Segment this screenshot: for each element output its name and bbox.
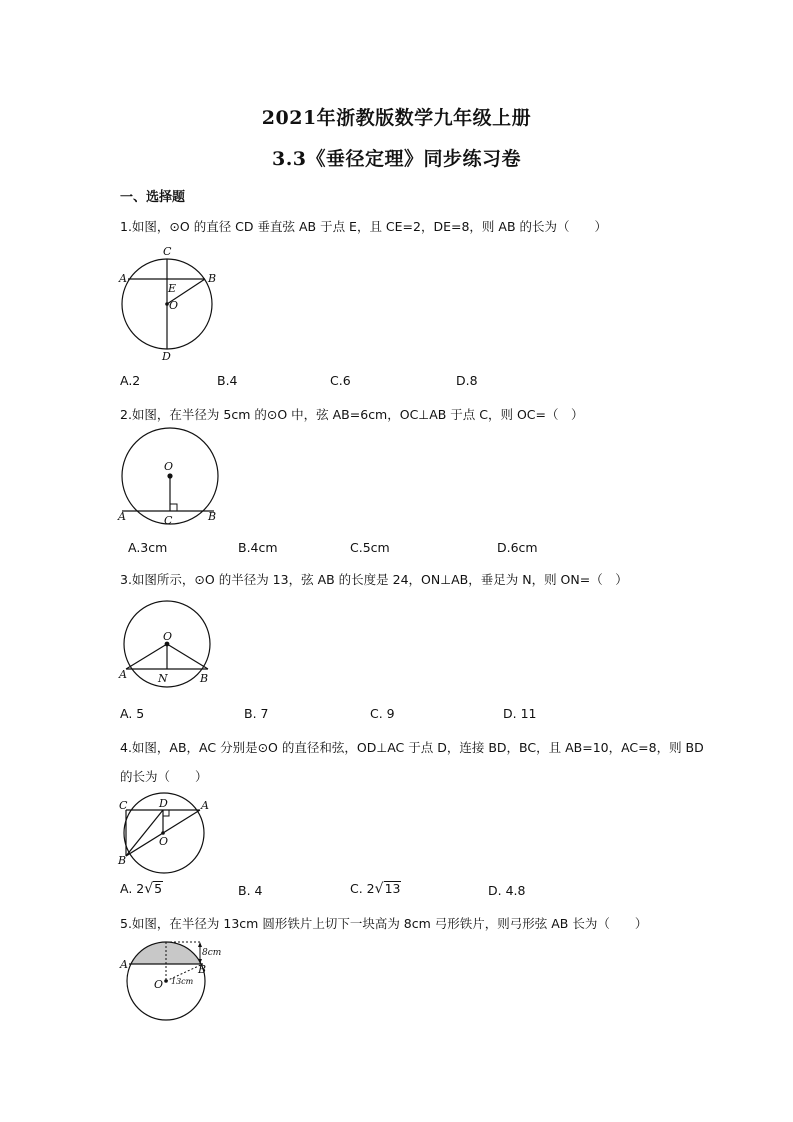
label-b: B xyxy=(118,854,127,867)
label-o: O xyxy=(169,299,179,312)
label-a: A xyxy=(119,272,127,285)
label-a: A xyxy=(120,958,128,971)
q2-option-b[interactable]: B.4cm xyxy=(238,540,278,555)
right-angle-mark xyxy=(163,810,169,816)
question-1-text: 1.如图，⊙O 的直径 CD 垂直弦 AB 于点 E，且 CE=2，DE=8，则 AB 的长为（ ） xyxy=(120,219,608,234)
q4-option-c-radicand: 13 xyxy=(384,881,401,897)
page-subtitle: 3.3《垂径定理》同步练习卷 xyxy=(271,148,522,170)
question-4-text-line1: 4.如图，AB，AC 分别是⊙O 的直径和弦，OD⊥AC 于点 D，连接 BD，BC，且 AB=10，AC=8，则 BD xyxy=(120,740,704,755)
q4-option-c[interactable] xyxy=(350,881,401,896)
question-5-text: 5.如图，在半径为 13cm 圆形铁片上切下一块高为 8cm 弓形铁片，则弓形弦 AB 长为（ ） xyxy=(120,916,648,931)
q3-option-a[interactable]: A. 5 xyxy=(120,706,145,721)
label-d: D xyxy=(162,350,171,363)
question-1-figure xyxy=(118,242,228,364)
q4-option-a-prefix: A. 2 xyxy=(120,881,145,896)
q4-option-c-prefix: C. 2 xyxy=(350,881,375,896)
sqrt-symbol: √ 13 xyxy=(374,881,401,897)
question-2-text: 2.如图，在半径为 5cm 的⊙O 中，弦 AB=6cm，OC⊥AB 于点 C，则 OC=（ ） xyxy=(120,407,584,422)
q1-option-b[interactable]: B.4 xyxy=(217,373,238,388)
label-b: B xyxy=(200,672,209,685)
q1-option-c[interactable]: C.6 xyxy=(330,373,351,388)
question-4-text-line2: 的长为（ ） xyxy=(120,769,208,784)
q3-option-d[interactable]: D. 11 xyxy=(503,706,537,721)
q4-option-a[interactable] xyxy=(120,881,163,896)
label-b: B xyxy=(198,963,207,976)
q1-option-d[interactable]: D.8 xyxy=(456,373,478,388)
question-4-figure xyxy=(116,796,216,866)
label-n: N xyxy=(158,672,168,685)
q2-option-c[interactable]: C.5cm xyxy=(350,540,390,555)
segment-bd xyxy=(126,810,163,856)
center-point xyxy=(167,473,172,478)
question-5-figure xyxy=(118,938,228,1020)
label-b: B xyxy=(208,272,217,285)
q3-option-b[interactable]: B. 7 xyxy=(244,706,269,721)
q4-option-d[interactable]: D. 4.8 xyxy=(488,883,526,898)
label-c: C xyxy=(119,799,128,812)
label-a: A xyxy=(201,799,209,812)
q4-option-b[interactable]: B. 4 xyxy=(238,883,263,898)
q2-option-a[interactable]: A.3cm xyxy=(128,540,168,555)
label-o: O xyxy=(164,460,174,473)
label-height: 8cm xyxy=(202,948,222,958)
label-a: A xyxy=(119,668,127,681)
label-c: C xyxy=(164,514,173,527)
page-title: 2021年浙教版数学九年级上册 xyxy=(261,107,532,129)
radius-oa xyxy=(126,644,167,669)
q2-option-d[interactable]: D.6cm xyxy=(497,540,538,555)
question-3-text: 3.如图所示，⊙O 的半径为 13，弦 AB 的长度是 24，ON⊥AB，垂足为 N，则 ON=（ ） xyxy=(120,572,628,587)
label-c: C xyxy=(163,245,172,258)
sqrt-symbol: √ 5 xyxy=(144,881,163,897)
right-angle-mark xyxy=(170,504,177,511)
label-d: D xyxy=(159,797,168,810)
label-o: O xyxy=(159,835,169,848)
label-radius: 13cm xyxy=(171,977,194,986)
question-2-figure xyxy=(116,430,226,530)
center-point xyxy=(164,979,168,983)
q4-option-a-radicand: 5 xyxy=(154,881,163,897)
q1-option-a[interactable]: A.2 xyxy=(120,373,141,388)
question-3-figure xyxy=(118,600,228,690)
label-a: A xyxy=(118,510,126,523)
label-b: B xyxy=(208,510,217,523)
q3-option-c[interactable]: C. 9 xyxy=(370,706,395,721)
label-o: O xyxy=(163,630,173,643)
label-e: E xyxy=(168,282,177,295)
label-o: O xyxy=(154,978,164,991)
section-heading: 一、选择题 xyxy=(120,190,186,205)
radius-ob xyxy=(167,644,208,669)
